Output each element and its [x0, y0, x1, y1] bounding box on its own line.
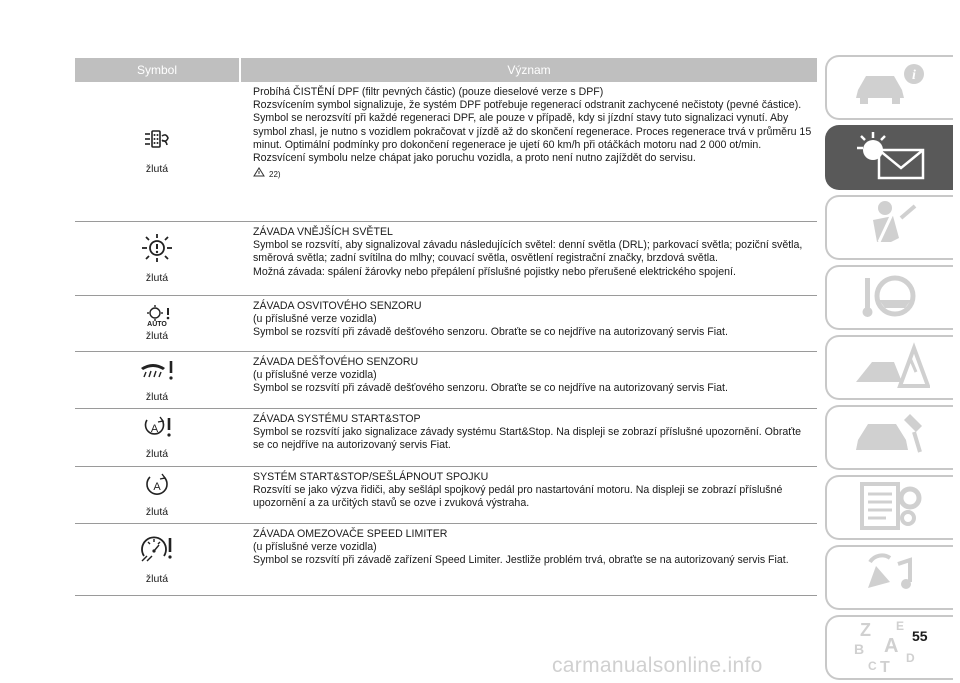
emergency-triangle-icon [850, 338, 930, 398]
index-letter: D [906, 651, 915, 665]
row-text: Rozsvítí se jako výzva řidiči, aby sešlápl spojkový pedál pro nastartování motoru. Na displeji se zobrazí příslušné upozornění a za určitých stavů se ozve i zvuková výstraha. [253, 484, 783, 510]
seat-safety-icon [855, 198, 925, 258]
exterior-lights-fault-icon [139, 233, 175, 268]
reference-number: 22) [269, 169, 281, 179]
table-row [75, 296, 817, 352]
row-text: Rozsvícením symbol signalizuje, že systém DPF potřebuje regenerací odstranit zachycené nečistoty (pevné částice). [253, 99, 802, 112]
color-label: žlutá [145, 448, 169, 460]
table-row [75, 222, 817, 296]
row-title: ZÁVADA DEŠŤOVÉHO SENZORU [253, 356, 419, 368]
symbol-cell [75, 82, 239, 221]
warning-note-icon [253, 167, 266, 181]
symbol-cell [75, 296, 239, 351]
row-title: ZÁVADA VNĚJŠÍCH SVĚTEL [253, 226, 393, 238]
index-letter: E [896, 619, 905, 633]
description-cell [239, 524, 817, 595]
symbol-cell [75, 467, 239, 523]
color-label: žlutá [145, 390, 169, 403]
table-row [75, 524, 817, 596]
tab-multimedia[interactable] [825, 545, 953, 610]
steering-key-icon [855, 268, 925, 328]
speed-limiter-fault-icon [139, 534, 175, 569]
row-text: (u příslušné verze vozidla) [253, 541, 377, 554]
color-label: žlutá [145, 573, 169, 585]
description-cell [239, 222, 817, 295]
reference [253, 167, 813, 181]
row-text: Symbol se rozsvítí při závadě zařízení Speed Limiter. Jestliže problém trvá, obraťte se na autorizovaný servis Fiat. [253, 554, 789, 567]
row-text: Rozsvícení symbolu nelze chápat jako poruchu vozidla, a proto není nutno zajíždět do servisu. [253, 152, 696, 165]
clutch-start-stop-icon [143, 473, 171, 502]
symbol-cell [75, 352, 239, 408]
tab-starting-driving[interactable] [825, 265, 953, 330]
alphabetical-index-icon [850, 616, 930, 679]
tab-warning-lights[interactable] [825, 125, 953, 190]
description-cell [239, 296, 817, 351]
description-cell [239, 467, 817, 523]
color-label: žlutá [145, 163, 169, 175]
index-letter: C [868, 659, 877, 673]
row-title: ZÁVADA SYSTÉMU START&STOP [253, 413, 421, 425]
tab-safety[interactable] [825, 195, 953, 260]
row-text: (u příslušné verze vozidla) [253, 369, 377, 382]
start-stop-fault-icon [140, 415, 174, 444]
table-row [75, 82, 817, 222]
table-header [75, 58, 817, 82]
tab-service[interactable] [825, 405, 953, 470]
color-label: žlutá [145, 272, 169, 284]
chapter-sidebar [825, 55, 955, 683]
tab-index[interactable] [825, 615, 953, 680]
tab-technical-data[interactable] [825, 475, 953, 540]
table-row [75, 409, 817, 467]
row-title: ZÁVADA OSVITOVÉHO SENZORU [253, 300, 422, 312]
symbol-cell [75, 524, 239, 595]
description-cell [239, 82, 817, 221]
multimedia-icon [850, 548, 930, 608]
description-cell [239, 352, 817, 408]
header-meaning: Význam [239, 58, 817, 82]
index-letter: Z [860, 620, 871, 640]
row-text: Symbol se rozsvítí, aby signalizoval závadu následujících světel: denní světla (DRL); parkovací světla; poziční světla, směrová světla; zadní svítilna do mlhy; couvací světla, osvětlení registrační značky, brzdová světla. [253, 239, 803, 265]
row-title: SYSTÉM START&STOP/SEŠLÁPNOUT SPOJKU [253, 471, 489, 483]
index-letter: B [854, 641, 865, 657]
row-text: Symbol se rozsvítí jako signalizace závady systému Start&Stop. Na displeji se zobrazí příslušné upozornění. Obraťte se co nejdříve na autorizovaný servis Fiat. [253, 426, 802, 452]
dpf-filter-icon [142, 128, 172, 159]
warning-light-message-icon [845, 128, 935, 188]
svg-text:A: A [150, 423, 159, 435]
color-label: žlutá [145, 330, 169, 342]
svg-text:A: A [153, 480, 161, 493]
rain-sensor-fault-icon [137, 358, 177, 387]
symbol-cell [75, 409, 239, 466]
symbol-cell [75, 222, 239, 295]
color-label: žlutá [145, 505, 169, 518]
car-info-icon [850, 60, 930, 115]
row-text: Symbol se nerozsvítí při každé regeneraci DPF, ale pouze v případě, kdy si jízdní stavy tuto signalizaci vynutí. Aby symbol zhasl, je nutno s vozidlem pokračovat v jízdě až do skončení regenerace. Proces regenerace trvá v průměru 15 minut. Optimální podmínky pro dokončení regenerace je ujetí 60 km/h při otáčkách motoru nad 2 000 ot/min. [253, 112, 812, 151]
warning-lights-table [75, 58, 817, 596]
watermark: carmanualsonline.info [552, 654, 763, 677]
row-text: Symbol se rozsvítí při závadě dešťového senzoru. Obraťte se co nejdříve na autorizovaný servis Fiat. [253, 326, 728, 339]
row-text: Symbol se rozsvítí při závadě dešťového senzoru. Obraťte se co nejdříve na autorizovaný servis Fiat. [253, 382, 728, 395]
row-title: ZÁVADA OMEZOVAČE SPEED LIMITER [253, 528, 448, 540]
table-row [75, 467, 817, 524]
description-cell [239, 409, 817, 466]
tab-emergency[interactable] [825, 335, 953, 400]
row-text: Možná závada: spálení žárovky nebo přepálení příslušné pojistky nebo přerušené elektrického spojení. [253, 265, 736, 278]
header-symbol: Symbol [136, 63, 177, 77]
index-letter: A [884, 635, 899, 657]
service-car-icon [850, 408, 930, 468]
index-letter: T [880, 659, 890, 674]
technical-data-icon [850, 478, 930, 538]
auto-sensor-fault-icon [140, 305, 174, 329]
page-number: 55 [912, 628, 928, 644]
tab-car-info[interactable] [825, 55, 953, 120]
auto-label: AUTO [147, 321, 167, 328]
table-row [75, 352, 817, 409]
row-title: Probíhá ČISTĚNÍ DPF (filtr pevných částic) (pouze dieselové verze s DPF) [253, 86, 604, 98]
svg-text:i: i [912, 68, 916, 83]
row-text: (u příslušné verze vozidla) [253, 313, 377, 326]
